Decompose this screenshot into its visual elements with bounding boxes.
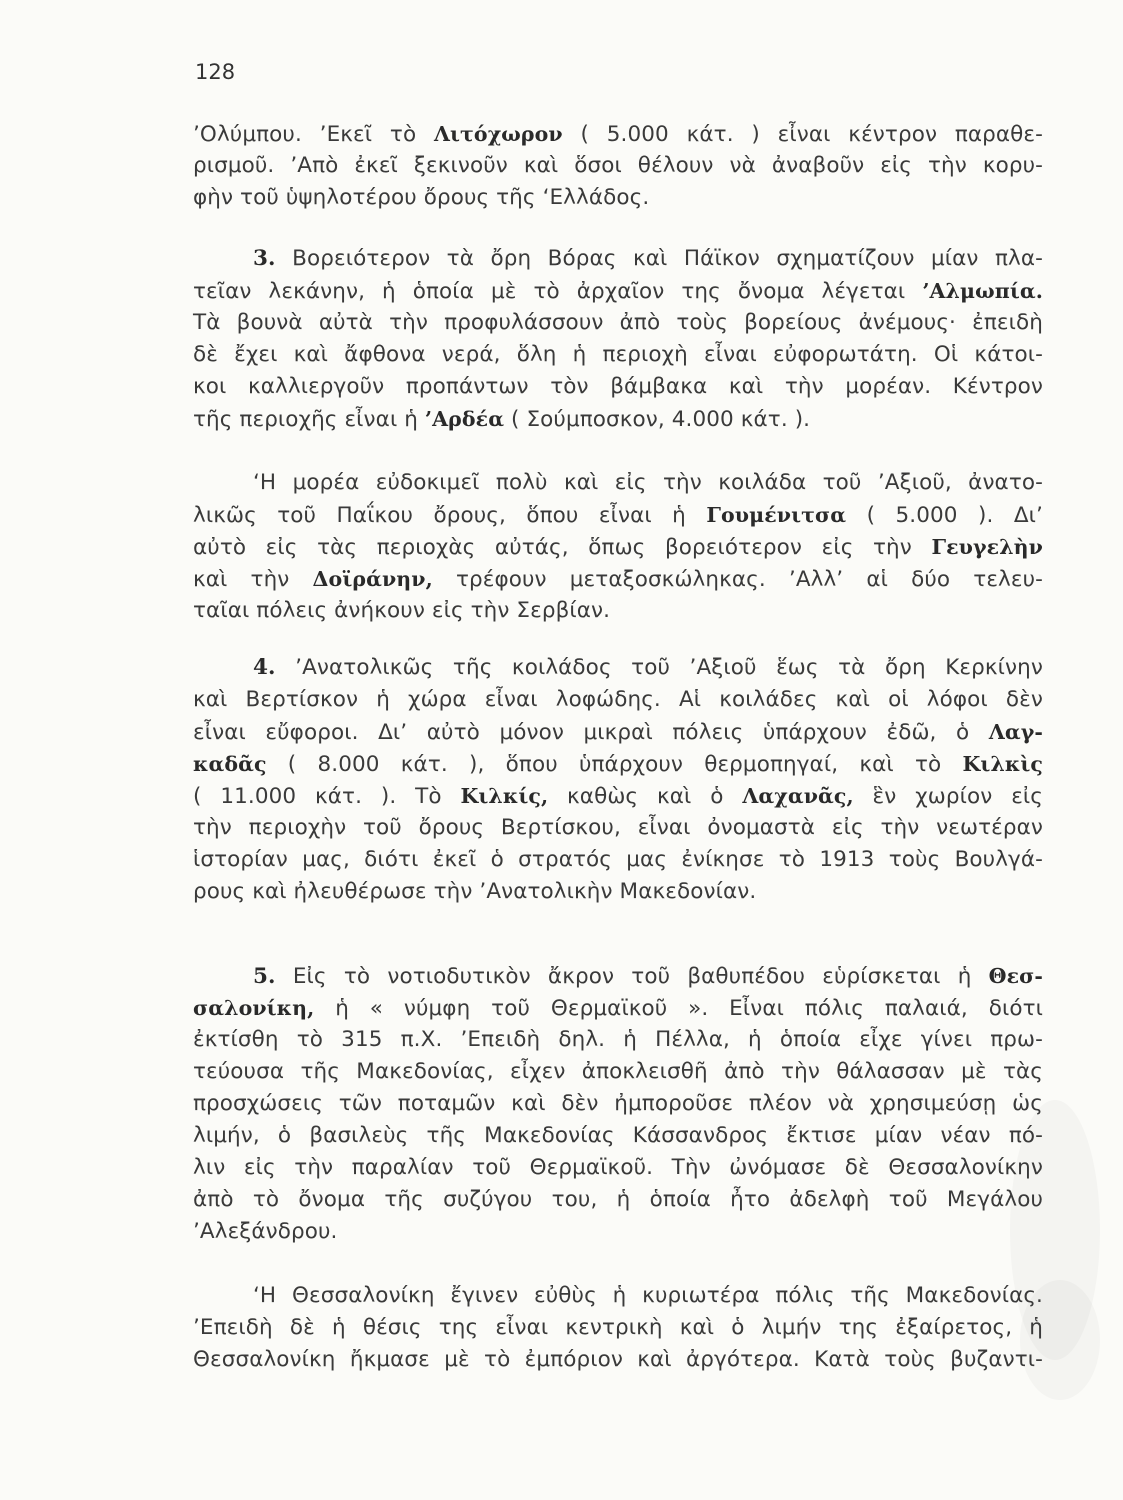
text-line: προσχώσεις τῶν ποταμῶν καὶ δὲν ἠμποροῦσε πλέον νὰ χρησιμεύσῃ ὡς [193, 1091, 1043, 1116]
text-line: ρισμοῦ. ’Απὸ ἐκεῖ ξεκινοῦν καὶ ὅσοι θέλουν νὰ ἀναβοῦν εἰς τὴν κορυ- [193, 153, 1043, 178]
text-line [193, 652, 1043, 684]
section-number: 4. [253, 655, 276, 680]
text-line: ’Αλεξάνδρου. [193, 1219, 338, 1244]
paragraph-5-thessaloniki [193, 960, 1043, 1248]
text-line [193, 275, 1043, 307]
text-line [193, 992, 1043, 1024]
text-line [193, 531, 1043, 563]
text-span: ( 11.000 κάτ. ). Τὸ [193, 784, 461, 809]
text-span: αὐτὸ εἰς τὰς περιοχὰς αὐτάς, ὅπως βορειότερον εἰς τὴν [193, 535, 932, 560]
paragraph-olympus [193, 118, 1043, 214]
text-line: ’Επειδὴ δὲ ἡ θέσις της εἶναι κεντρικὴ καὶ ὁ λιμήν της ἐξαίρετος, ἡ [193, 1315, 1043, 1340]
text-line [193, 499, 1043, 531]
text-line [193, 716, 1043, 748]
bold-place-name: καδᾶς [193, 752, 267, 776]
bold-place-name: Λαγ- [988, 720, 1043, 744]
text-span: λικῶς τοῦ Παΐκου ὄρους, ὅπου εἶναι ἡ [193, 503, 707, 528]
bold-place-name: ’Αρδέα [424, 407, 505, 431]
text-span: ( 8.000 κάτ. ), ὅπου ὑπάρχουν θερμοπηγαί, καὶ τὸ [266, 752, 963, 777]
text-line: καὶ Βερτίσκον ἡ χώρα εἶναι λοφώδης. Αἱ κοιλάδες καὶ οἱ λόφοι δὲν [193, 687, 1043, 712]
text-line: κοι καλλιεργοῦν προπάντων τὸν βάμβακα καὶ τὴν μορέαν. Κέντρον [193, 374, 1043, 399]
text-line [193, 403, 1043, 435]
text-span: ( 5.000 κάτ. ) εἶναι κέντρον παραθε- [562, 122, 1043, 147]
text-line [193, 780, 1043, 812]
bold-place-name: Λιτόχωρον [434, 122, 563, 146]
text-line [193, 243, 1043, 275]
text-span: τεῖαν λεκάνην, ἡ ὁποία μὲ τὸ ἀρχαῖον της ὄνομα λέγεται [193, 279, 923, 304]
section-number: 3. [253, 246, 276, 271]
text-line: ρους καὶ ἠλευθέρωσε τὴν ’Ανατολικὴν Μακεδονίαν. [193, 879, 757, 904]
text-line: λιμήν, ὁ βασιλεὺς τῆς Μακεδονίας Κάσσανδρος ἔκτισε μίαν νέαν πό- [193, 1123, 1043, 1148]
text-line: Τὰ βουνὰ αὐτὰ τὴν προφυλάσσουν ἀπὸ τοὺς βορείους ἀνέμους· ἐπειδὴ [193, 310, 1043, 335]
text-span: ( 5.000 ). Δι’ [846, 503, 1043, 528]
text-span: ἡ « νύμφη τοῦ Θερμαϊκοῦ ». Εἶναι πόλις παλαιά, διότι [314, 996, 1043, 1021]
text-span: ’Ολύμπου. ’Εκεῖ τὸ [193, 122, 434, 147]
text-line: ἀπὸ τὸ ὄνομα τῆς συζύγου του, ἡ ὁποία ἦτο ἀδελφὴ τοῦ Μεγάλου [193, 1187, 1043, 1212]
text-span: καθὼς καὶ ὁ [548, 784, 743, 809]
bold-place-name: Θεσ- [988, 964, 1043, 988]
paragraph-4-kilkis [193, 652, 1043, 908]
bold-place-name: Γευγελὴν [931, 535, 1043, 559]
text-span: τῆς περιοχῆς εἶναι ἡ [193, 407, 425, 432]
text-span: ( Σούμποσκον, 4.000 κάτ. ). [504, 407, 811, 432]
bold-place-name: ’Αλμωπία. [922, 279, 1043, 303]
text-span: ’Ανατολικῶς τῆς κοιλάδος τοῦ ’Αξιοῦ ἕως τὰ ὄρη Κερκίνην [275, 655, 1043, 680]
bold-place-name: Γουμένιτσα [706, 503, 847, 527]
bold-place-name: Δοϊράνην, [312, 567, 433, 591]
paragraph-thessaloniki-city [193, 1280, 1043, 1376]
text-line: τὴν περιοχὴν τοῦ ὄρους Βερτίσκου, εἶναι ὀνομαστὰ εἰς τὴν νεωτέραν [193, 815, 1043, 840]
text-span: Βορειότερον τὰ ὄρη Βόρας καὶ Πάϊκον σχηματίζουν μίαν πλα- [275, 246, 1043, 271]
page-number: 128 [195, 60, 236, 84]
text-line [193, 960, 1043, 992]
text-line [193, 563, 1043, 595]
text-line [193, 748, 1043, 780]
text-span: Εἰς τὸ νοτιοδυτικὸν ἄκρον τοῦ βαθυπέδου εὑρίσκεται ἡ [275, 964, 989, 989]
paragraph-3-almopia [193, 243, 1043, 435]
text-span: τρέφουν μεταξοσκώληκας. ’Αλλ’ αἱ δύο τελευ- [432, 567, 1043, 592]
text-line: λιν εἰς τὴν παραλίαν τοῦ Θερμαϊκοῦ. Τὴν ὠνόμασε δὲ Θεσσαλονίκην [193, 1155, 1043, 1180]
text-line: ‘Η Θεσσαλονίκη ἔγινεν εὐθὺς ἡ κυριωτέρα πόλις τῆς Μακεδονίας. [253, 1283, 1043, 1308]
bold-place-name: Κιλκίς, [460, 784, 549, 808]
bold-place-name: σαλονίκη, [193, 996, 315, 1020]
text-line: ἐκτίσθη τὸ 315 π.Χ. ’Επειδὴ δηλ. ἡ Πέλλα, ἡ ὁποία εἶχε γίνει πρω- [193, 1027, 1043, 1052]
text-line: Θεσσαλονίκη ἤκμασε μὲ τὸ ἐμπόριον καὶ ἀργότερα. Κατὰ τοὺς βυζαντι- [193, 1347, 1043, 1372]
section-number: 5. [253, 964, 276, 989]
bold-place-name: Κιλκὶς [962, 752, 1043, 776]
text-line [193, 118, 1043, 150]
text-line: φὴν τοῦ ὑψηλοτέρου ὄρους τῆς ‘Ελλάδος. [193, 185, 650, 210]
text-line: δὲ ἔχει καὶ ἄφθονα νερά, ὅλη ἡ περιοχὴ εἶναι εὐφορωτάτη. Οἱ κάτοι- [193, 342, 1043, 367]
text-line: τεύουσα τῆς Μακεδονίας, εἶχεν ἀποκλεισθῆ ἀπὸ τὴν θάλασσαν μὲ τὰς [193, 1059, 1043, 1084]
bold-place-name: Λαχανᾶς, [742, 784, 854, 808]
text-span: ἓν χωρίον εἰς [853, 784, 1044, 809]
text-span: εἶναι εὔφοροι. Δι’ αὐτὸ μόνον μικραὶ πόλεις ὑπάρχουν ἐδῶ, ὁ [193, 720, 989, 745]
paragraph-mulberry [193, 467, 1043, 627]
text-line: ‘Η μορέα εὐδοκιμεῖ πολὺ καὶ εἰς τὴν κοιλάδα τοῦ ’Αξιοῦ, ἀνατο- [253, 470, 1043, 495]
text-line: ταῖαι πόλεις ἀνήκουν εἰς τὴν Σερβίαν. [193, 598, 611, 623]
text-line: ἱστορίαν μας, διότι ἐκεῖ ὁ στρατός μας ἐνίκησε τὸ 1913 τοὺς Βουλγά- [193, 847, 1043, 872]
text-span: καὶ τὴν [193, 567, 313, 592]
